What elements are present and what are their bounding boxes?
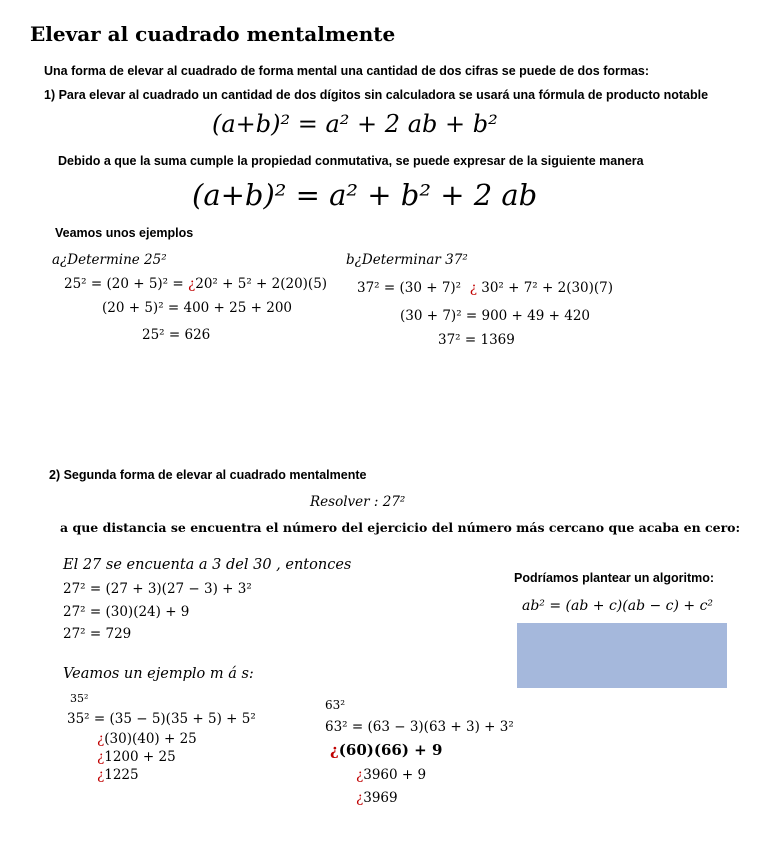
formula-2: (a+b)² = a² + b² + 2 ab	[192, 178, 538, 212]
example-b-line1-right: 30² + 7² + 2(30)(7)	[481, 280, 614, 296]
example-a-title: a¿Determine 25²	[52, 252, 167, 268]
more-example-label: Veamos un ejemplo m á s:	[63, 666, 254, 682]
ex35-mark-1: ¿	[97, 731, 105, 747]
example-b-line1-left: 37² = (30 + 7)²	[357, 280, 462, 296]
example-a-line1-left: 25² = (20 + 5)² =	[64, 276, 188, 292]
algorithm-label: Podríamos plantear un algoritmo:	[514, 571, 715, 585]
part1-heading: 1) Para elevar al cuadrado un cantidad de dos dígitos sin calculadora se usará una fórmula de producto notable	[44, 88, 709, 102]
example-b-title: b¿Determinar 37²	[346, 252, 468, 268]
example-a-mark: ¿	[188, 276, 196, 292]
ex63-line2-text: (60)(66) + 9	[338, 741, 443, 759]
ex63-mark-2: ¿	[356, 767, 364, 783]
work-line-2: 27² = (27 + 3)(27 − 3) + 3²	[63, 581, 252, 597]
ex63-line2	[330, 741, 442, 759]
resolver-label: Resolver : 27²	[310, 494, 406, 510]
ex35-line3	[97, 749, 176, 765]
example-b-line3: 37² = 1369	[438, 332, 515, 348]
ex63-header: 63²	[325, 698, 346, 712]
example-b-mark: ¿	[469, 280, 477, 296]
ex63-line4	[356, 790, 398, 806]
distance-question: a que distancia se encuentra el número del ejercicio del número más cercano que acaba en cero:	[60, 520, 741, 535]
ex63-line1: 63² = (63 − 3)(63 + 3) + 3²	[325, 719, 514, 735]
ex35-line1: 35² = (35 − 5)(35 + 5) + 5²	[67, 711, 256, 727]
part2-heading: 2) Segunda forma de elevar al cuadrado mentalmente	[49, 468, 367, 482]
work-line-4: 27² = 729	[63, 626, 132, 642]
ex63-mark-1: ¿	[330, 741, 339, 759]
page-title: Elevar al cuadrado mentalmente	[30, 22, 396, 46]
ex63-line4-text: 3969	[363, 790, 398, 806]
ex63-line3	[356, 767, 426, 783]
ex35-line4-text: 1225	[104, 767, 139, 783]
ex63-mark-3: ¿	[356, 790, 364, 806]
work-line-3: 27² = (30)(24) + 9	[63, 604, 190, 620]
ex63-line3-text: 3960 + 9	[363, 767, 427, 783]
ex35-mark-2: ¿	[97, 749, 105, 765]
ex35-line4	[97, 767, 139, 783]
examples-label: Veamos unos ejemplos	[55, 226, 194, 240]
commutative-note: Debido a que la suma cumple la propiedad conmutativa, se puede expresar de la siguiente manera	[58, 154, 644, 168]
ex35-line2-text: (30)(40) + 25	[104, 731, 197, 747]
work-line-1: El 27 se encuenta a 3 del 30 , entonces	[63, 557, 352, 573]
algorithm-formula: ab² = (ab + c)(ab − c) + c²	[522, 598, 714, 614]
example-a-line1-right: 20² + 5² + 2(20)(5)	[195, 276, 328, 292]
intro-text: Una forma de elevar al cuadrado de forma mental una cantidad de dos cifras se puede de dos formas:	[44, 64, 650, 78]
blue-placeholder-box	[517, 623, 727, 688]
ex35-mark-3: ¿	[97, 767, 105, 783]
ex35-line2	[97, 731, 197, 747]
example-a-line1	[64, 276, 327, 292]
ex35-header: 35²	[70, 692, 89, 705]
ex35-line3-text: 1200 + 25	[104, 749, 176, 765]
formula-1: (a+b)² = a² + 2 ab + b²	[212, 110, 498, 138]
example-a-line3: 25² = 626	[142, 327, 211, 343]
example-b-line2: (30 + 7)² = 900 + 49 + 420	[400, 308, 591, 324]
example-b-line1	[357, 280, 613, 296]
example-a-line2: (20 + 5)² = 400 + 25 + 200	[102, 300, 293, 316]
